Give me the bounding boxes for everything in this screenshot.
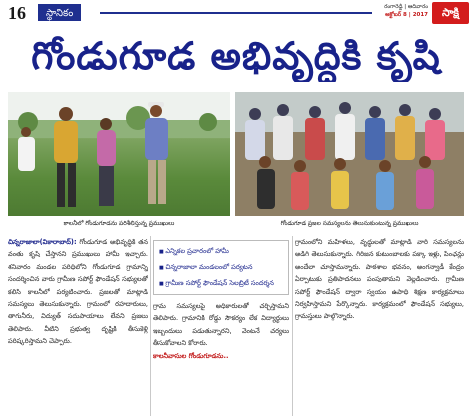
- dateline-date: అక్టోబర్ 8 | 2017: [385, 12, 428, 18]
- dateline-place: రంగారెడ్డి | ఆదివారం: [384, 4, 428, 10]
- column-divider: [150, 236, 151, 416]
- page-number: 16: [8, 3, 26, 23]
- article-column-2: [153, 300, 289, 416]
- article-column-1: [8, 236, 148, 416]
- column-divider: [292, 236, 293, 416]
- field-photo: [8, 92, 230, 216]
- article-col3-text: గ్రామంలోని మహిళలు, వృద్ధులతో మాట్లాడి వారి సమస్యలను అడిగి తెలుసుకున్నారు. గిరిజన కుటుంబాలకు పక్కా ఇళ్లు, పింఛన్లు అందేలా చూస్తామన్నారు. పాఠశాల భవనం, అంగన్వాడీ కేంద్రం ఏర్పాటుకు ప్రతిపాదనలు పంపుతామని వెల్లడించారు. గ్రామీణ సపోర్ట్ ఫౌండేషన్ ద్వారా స్వయం ఉపాధి శిక్షణ కార్యక్రమాలు నిర్వహిస్తామని పేర్కొన్నారు. కార్యక్రమంలో ఫౌండేషన్ సభ్యులు, గ్రామస్తులు పాల్గొన్నారు.: [295, 238, 464, 321]
- group-photo-illustration: [235, 92, 464, 216]
- highlight-item: ■ ఎన్నికల ప్రచారంలో హామీ: [159, 244, 283, 260]
- right-photo-caption: గోండుగూడ ప్రజల సమస్యలను తెలుసుకుంటున్న ప్రముఖులు: [280, 220, 419, 227]
- group-photo: [235, 92, 464, 216]
- article-col2-text: గ్రామ సమస్యలపై అధికారులతో చర్చిస్తామని తెలిపారు. గ్రామానికి రోడ్డు సౌకర్యం లేక విద్యార్థులు ఇబ్బందులు పడుతున్నారని, వెంటనే చర్యలు తీసుకోవాలని కోరారు.: [153, 302, 289, 348]
- highlights-box: [153, 240, 289, 295]
- section-tab[interactable]: స్థానికం: [38, 4, 81, 21]
- field-photo-illustration: [8, 92, 230, 216]
- article-column-3: [295, 236, 464, 416]
- masthead: [0, 0, 471, 26]
- article-col1-text: గోండుగూడ అభివృద్ధికి తన వంతు కృషి చేస్తానని ప్రముఖులు హామీ ఇచ్చారు. శనివారం మండల పరిధిలోని గోండుగూడ గ్రామాన్ని సందర్శించిన వారు గ్రామీణ సపోర్ట్ ఫౌండేషన్ సభ్యులతో కలిసి కాలనీలో పర్యటించారు. ప్రజలతో మాట్లాడి సమస్యలు తెలుసుకున్నారు. గ్రామంలో రహదారులు, తాగునీరు, విద్యుత్ సదుపాయాలు లేవని ప్రజలు తెలిపారు. వీటిని ప్రభుత్వ దృష్టికి తీసుకెళ్లి పరిష్కరిస్తామని చెప్పారు.: [8, 238, 148, 346]
- article-subhead: కాలనీవాసుల గోండుగూడను..: [153, 351, 229, 360]
- article-dateline: చిన్నరాజాలా(వికారాబాద్):: [8, 238, 77, 246]
- dateline: [376, 3, 428, 19]
- masthead-rule: [100, 12, 372, 14]
- highlight-item: ■ గ్రామీణ సపోర్ట్ ఫౌండేషన్ సెలబ్రిటీ సందర్శన: [159, 276, 283, 292]
- headline: గోండుగూడ అభివృద్ధికి కృషి: [31, 34, 441, 78]
- left-photo-caption: కాలనీలో గోండుగూడను పరిశీలిస్తున్న ప్రముఖులు: [63, 220, 175, 227]
- highlight-item: ■ చిన్నరాజాలా మండలంలో పర్యటన: [159, 260, 283, 276]
- brand-logo[interactable]: సాక్షి: [432, 2, 469, 24]
